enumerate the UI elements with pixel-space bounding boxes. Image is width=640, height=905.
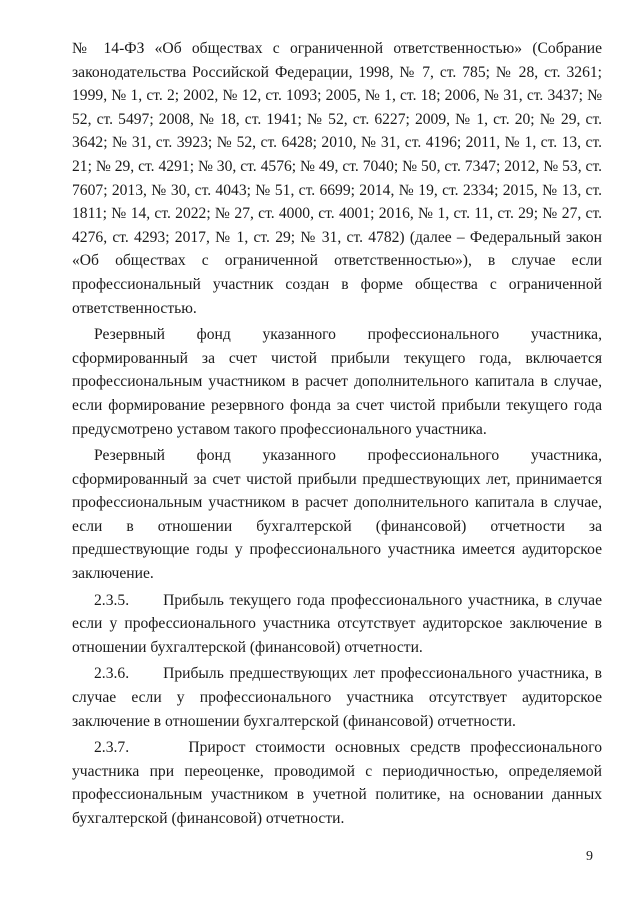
reserve-previous-years-paragraph: Резервный фонд указанного профессионального участника, сформированный за счет чистой прибыли предшествующих лет, принимается профессиональным участником в расчет дополнительного капитала в случае, если в отношении бухгалтерской (финансовой) отчетности за предшествующие годы у профессионального участника имеется аудиторское заключение. <box>72 447 602 583</box>
law-reference-paragraph: № 14-ФЗ «Об обществах с ограниченной ответственностью» (Собрание законодательства Российской Федерации, 1998, № 7, ст. 785; № 28, ст. 3261; 1999, № 1, ст. 2; 2002, № 12, ст. 1093; 2005, № 1, ст. 18; 2006, № 31, ст. 3437; № 52, ст. 5497; 2008, № 18, ст. 1941; № 52, ст. 6227; 2009, № 1, ст. 20; № 29, ст. 3642; № 31, ст. 3923; № 52, ст. 6428; 2010, № 31, ст. 4196; 2011, № 1, ст. 13, ст. 21; № 29, ст. 4291; № 30, ст. 4576; № 49, ст. 7040; № 50, ст. 7347; 2012, № 53, ст. 7607; 2013, № 30, ст. 4043; № 51, ст. 6699; 2014, № 19, ст. 2334; 2015, № 13, ст. 1811; № 14, ст. 2022; № 27, ст. 4000, ст. 4001; 2016, № 1, ст. 11, ст. 29; № 27, ст. 4276, ст. 4293; 2017, № 1, ст. 29; № 31, ст. 4782) (далее – Федеральный закон «Об обществах с ограниченной ответственностью»), в случае если профессиональный участник создан в форме общества с ограниченной ответственностью. <box>72 40 602 317</box>
document-page <box>72 37 602 831</box>
clause-2-3-6 <box>72 662 602 733</box>
clause-text: Прирост стоимости основных средств профессионального участника при переоценке, проводимой с периодичностью, определяемой профессиональным участником в учетной политике, на основании данных бухгалтерской (финансовой) отчетности. <box>72 739 602 827</box>
clause-number: 2.3.7. <box>94 739 130 757</box>
clause-number: 2.3.6. <box>94 665 130 683</box>
reserve-current-year-paragraph: Резервный фонд указанного профессионального участника, сформированный за счет чистой прибыли текущего года, включается профессиональным участником в расчет дополнительного капитала в случае, если формирование резервного фонда за счет чистой прибыли текущего года предусмотрено уставом такого профессионального участника. <box>72 326 602 438</box>
clause-text: Прибыль предшествующих лет профессионального участника, в случае если у профессионального участника отсутствует аудиторское заключение в отношении бухгалтерской (финансовой) отчетности. <box>72 665 603 730</box>
clause-number: 2.3.5. <box>94 591 130 609</box>
clause-text: Прибыль текущего года профессионального участника, в случае если у профессионального участника отсутствует аудиторское заключение в отношении бухгалтерской (финансовой) отчетности. <box>72 591 602 656</box>
page-number: 9 <box>586 849 593 864</box>
clause-2-3-5 <box>72 589 602 660</box>
clause-2-3-7 <box>72 736 602 830</box>
